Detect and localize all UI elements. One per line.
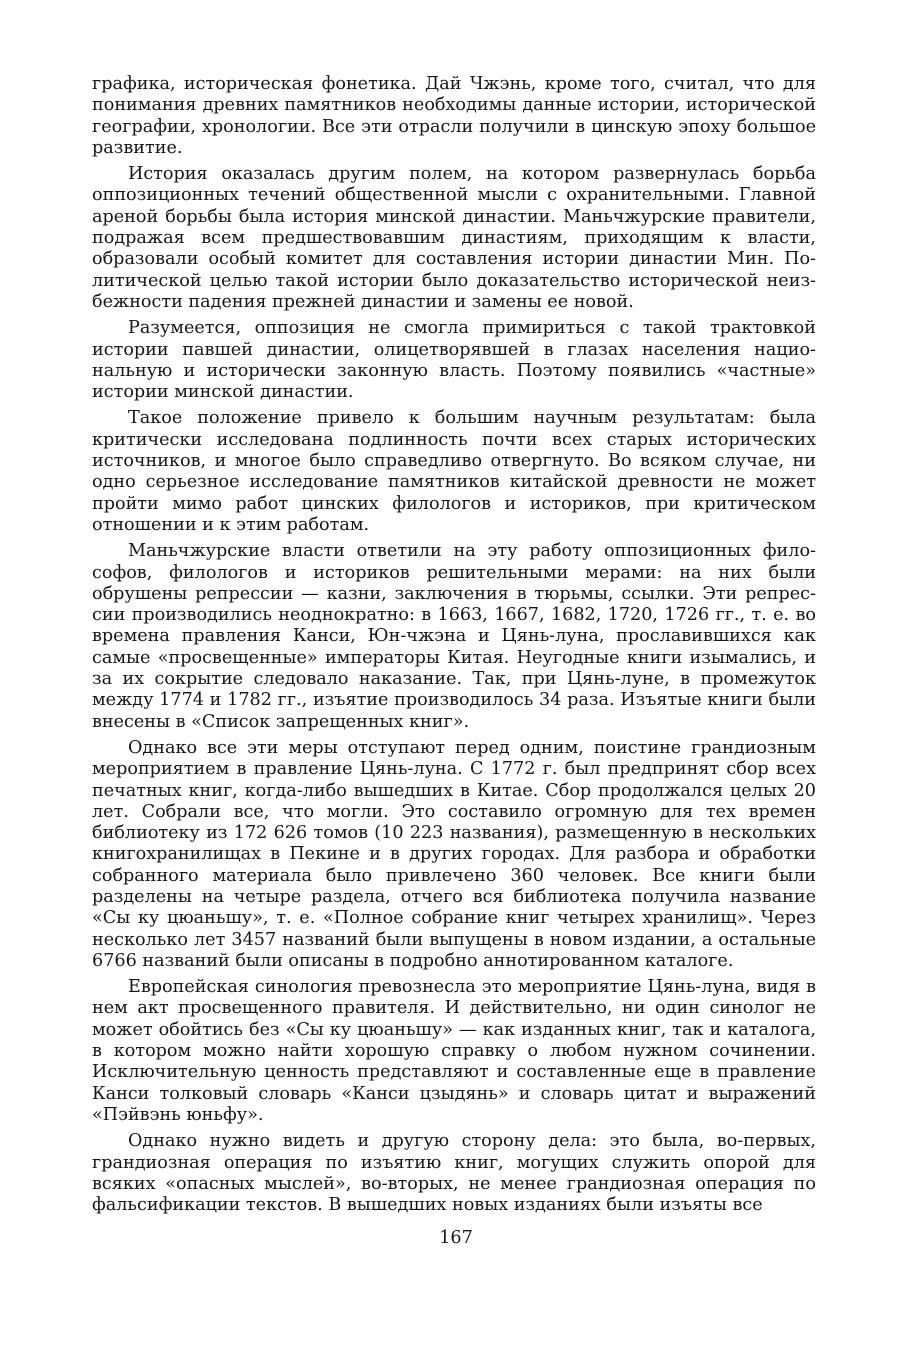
paragraph-5: Маньчжурские власти ответили на эту работу оппозиционных философов, филологов и историков решительными мерами: на них были обрушены репрессии — казни, заключения в тюрьмы, ссылки. Эти репрессии производились неоднократно: в 1663, 1667, 1682, 1720, 1726 гг., т. е. во времена правления Канси, Юн-чжэна и Цянь-луна, прославившихся как самые «просвещенные» императоры Китая. Неугодные книги изымались, и за их сокрытие следовало наказание. Так, при Цянь-луне, в промежуток между 1774 и 1782 гг., изъятие производилось 34 раза. Изъятые книги были внесены в «Список запрещенных книг».	[92, 541, 816, 732]
page-body	[92, 74, 816, 1221]
paragraph-6: Однако все эти меры отступают перед одним, поистине грандиозным мероприятием в правление Цянь-луна. С 1772 г. был предпринят сбор всех печатных книг, когда-либо вышедших в Китае. Сбор продолжался целых 20 лет. Собрали все, что могли. Это составило огромную для тех времен библиотеку из 172 626 томов (10 223 названия), размещенную в нескольких книгохранилищах в Пекине и в других городах. Для разбора и обработки собранного материала было привлечено 360 человек. Все книги были разделены на четыре раздела, отчего вся библиотека получила название «Сы ку цюаньшу», т. е. «Полное собрание книг четырех хранилищ». Через несколько лет 3457 названий были выпущены в новом издании, а остальные 6766 названий были описаны в подробно аннотированном каталоге.	[92, 737, 816, 971]
paragraph-3: Разумеется, оппозиция не смогла примириться с такой трактовкой истории павшей династии, олицетворявшей в глазах населения национальную и исторически законную власть. Поэтому появились «частные» истории минской династии.	[92, 318, 816, 403]
paragraph-4: Такое положение привело к большим научным результатам: была критически исследована подлинность почти всех старых исторических источников, и многое было справедливо отвергнуто. Во всяком случае, ни одно серьезное исследование памятников китайской древности не может пройти мимо работ цинских филологов и историков, при критическом отношении и к этим работам.	[92, 408, 816, 535]
page-number: 167	[439, 1228, 473, 1248]
paragraph-7: Европейская синология превознесла это мероприятие Цянь-луна, видя в нем акт просвещенного правителя. И действительно, ни один синолог не может обойтись без «Сы ку цюаньшу» — как изданных книг, так и каталога, в котором можно найти хорошую справку о любом нужном сочинении. Исключительную ценность представляют и составленные еще в правление Канси толковый словарь «Канси цзыдянь» и словарь цитат и выражений «Пэйвэнь юньфу».	[92, 977, 816, 1125]
paragraph-2: История оказалась другим полем, на котором развернулась борьба оппозиционных течений общественной мысли с охранительными. Главной ареной борьбы была история минской династии. Маньчжурские правители, подражая всем предшествовавшим династиям, приходящим к власти, образовали особый комитет для составления истории династии Мин. Политической целью такой истории было доказательство исторической неизбежности падения прежней династии и замены ее новой.	[92, 164, 816, 312]
paragraph-8: Однако нужно видеть и другую сторону дела: это была, во-первых, грандиозная операция по изъятию книг, могущих служить опорой для всяких «опасных мыслей», во-вторых, не менее грандиозная операция по фальсификации текстов. В вышедших новых изданиях были изъяты все	[92, 1131, 816, 1216]
paragraph-1: графика, историческая фонетика. Дай Чжэнь, кроме того, считал, что для понимания древних памятников необходимы данные истории, исторической географии, хронологии. Все эти отрасли получили в цинскую эпоху большое развитие.	[92, 74, 816, 158]
